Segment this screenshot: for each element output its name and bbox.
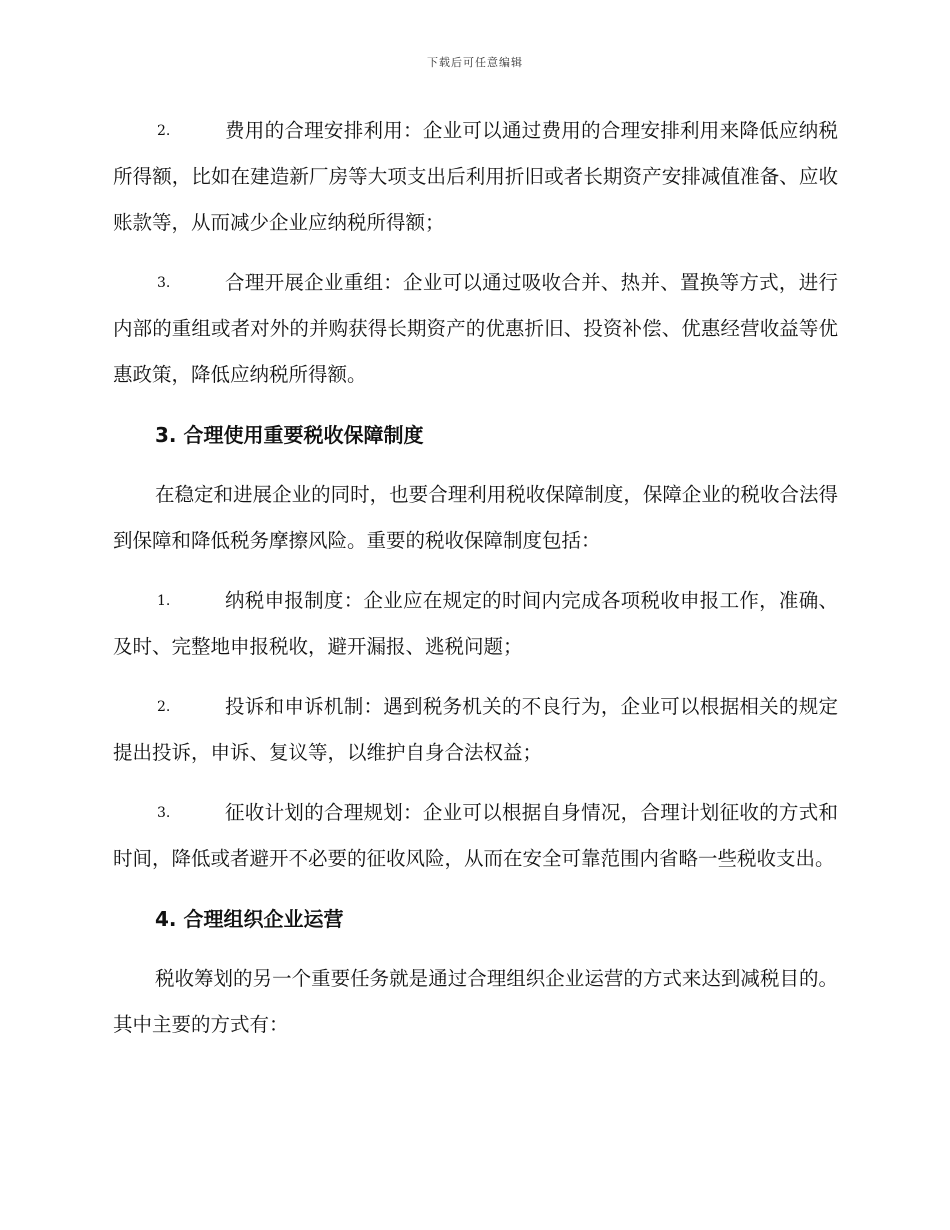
list-item-text: 纳税申报制度：企业应在规定的时间内完成各项税收申报工作，准确、及时、完整地申报税收，避开漏报、逃税问题； [113, 589, 838, 658]
section-heading: 4. 合理组织企业运营 [155, 907, 344, 931]
list-item [113, 790, 838, 882]
list-item-number: 1. [157, 593, 171, 609]
paragraph: 在稳定和进展企业的同时，也要合理利用税收保障制度，保障企业的税收合法得到保障和降低税务摩擦风险。重要的税收保障制度包括： [113, 483, 838, 552]
list-item-number: 3. [157, 275, 171, 291]
paragraph: 税收筹划的另一个重要任务就是通过合理组织企业运营的方式来达到减税目的。其中主要的方式有： [113, 967, 838, 1036]
list-item [113, 260, 838, 398]
section-heading: 3. 合理使用重要税收保障制度 [155, 423, 424, 447]
list-item [113, 684, 838, 776]
page-header: 下载后可任意编辑 [427, 56, 523, 69]
list-item-number: 2. [157, 123, 171, 139]
document-body [113, 108, 838, 1062]
list-item-number: 3. [157, 805, 171, 821]
list-item-number: 2. [157, 699, 171, 715]
list-item-text: 投诉和申诉机制：遇到税务机关的不良行为，企业可以根据相关的规定提出投诉，申诉、复议等，以维护自身合法权益； [113, 695, 838, 764]
list-item-text: 费用的合理安排利用：企业可以通过费用的合理安排利用来降低应纳税所得额，比如在建造新厂房等大项支出后利用折旧或者长期资产安排减值准备、应收账款等，从而减少企业应纳税所得额； [113, 119, 838, 234]
list-item [113, 578, 838, 670]
list-item-text: 征收计划的合理规划：企业可以根据自身情况，合理计划征收的方式和时间，降低或者避开不必要的征收风险，从而在安全可靠范围内省略一些税收支出。 [113, 801, 838, 870]
list-item [113, 108, 838, 246]
list-item-text: 合理开展企业重组：企业可以通过吸收合并、热并、置换等方式，进行内部的重组或者对外的并购获得长期资产的优惠折旧、投资补偿、优惠经营收益等优惠政策，降低应纳税所得额。 [113, 271, 838, 386]
